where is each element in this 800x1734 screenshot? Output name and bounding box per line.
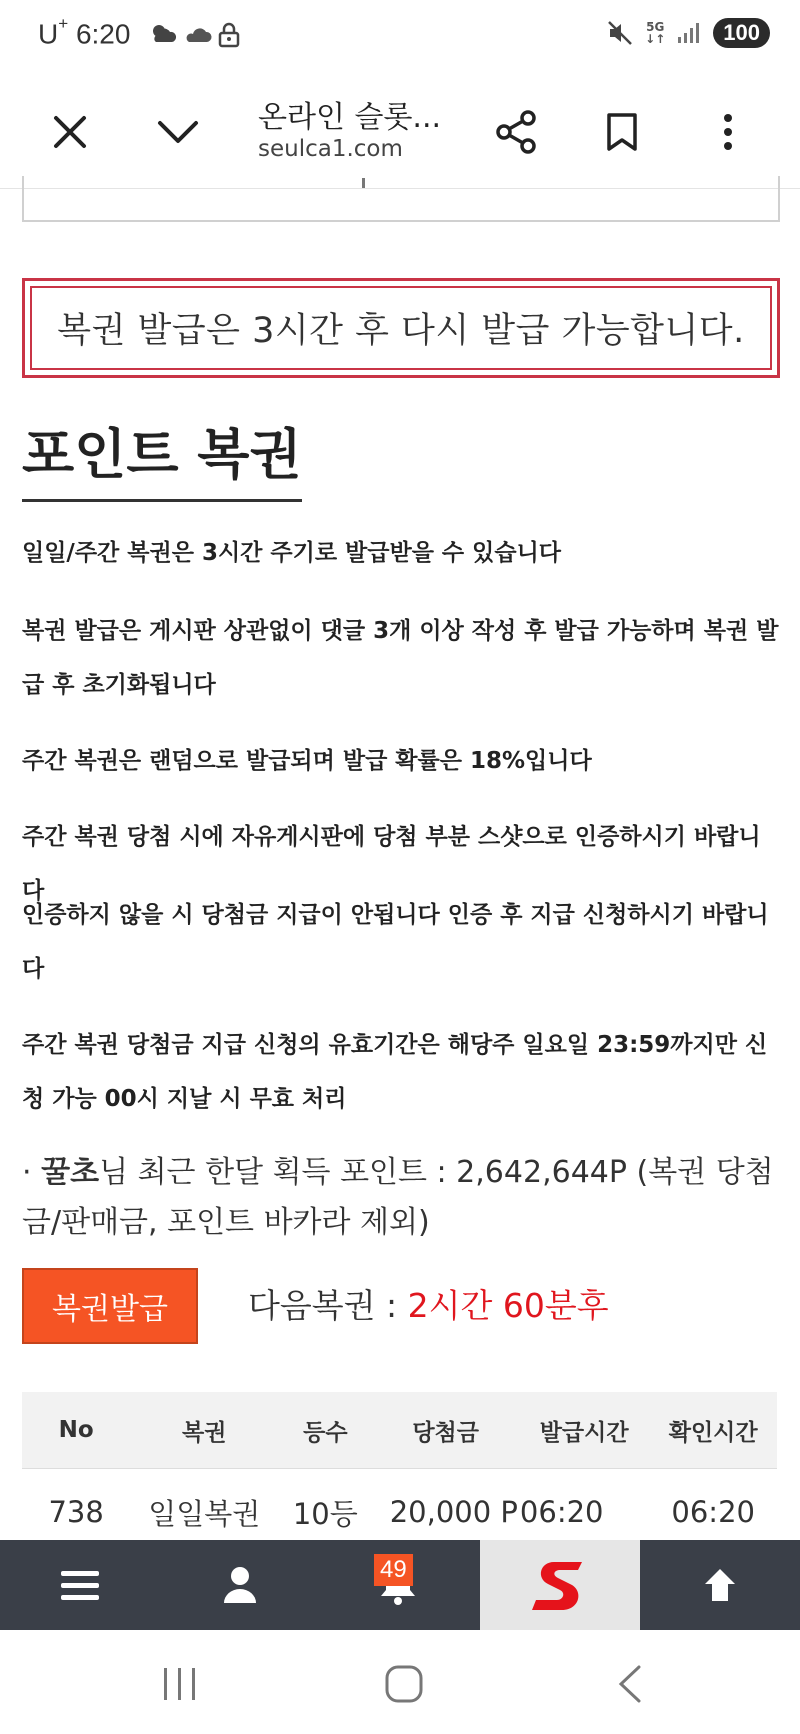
section-title: 포인트 복권	[22, 412, 302, 502]
site-logo	[530, 1554, 590, 1616]
clock: 6:20	[75, 18, 131, 50]
carrier-sup: +	[58, 14, 69, 33]
system-navigation	[0, 1630, 800, 1734]
divider-mark	[362, 178, 365, 188]
close-icon	[53, 115, 87, 149]
issue-lottery-button[interactable]: 복권발급	[22, 1268, 198, 1344]
profile-button[interactable]	[200, 1540, 280, 1630]
home-button[interactable]	[374, 1662, 434, 1706]
cell-checked: 06:20	[671, 1495, 755, 1529]
next-lottery	[248, 1280, 609, 1327]
chevron-down-icon	[157, 119, 199, 145]
notice-inner	[30, 286, 772, 370]
menu-icon	[61, 1569, 99, 1601]
weather-icon	[150, 22, 178, 46]
home-icon	[384, 1664, 424, 1704]
network-type: 5G	[646, 20, 665, 34]
bookmark-icon	[606, 112, 638, 152]
carrier: U	[38, 18, 59, 50]
status-icons-right	[607, 18, 770, 48]
lottery-history-table	[22, 1392, 777, 1555]
rule-item: 일일/주간 복권은 3시간 주기로 발급받을 수 있습니다	[22, 540, 562, 566]
back-icon	[615, 1664, 645, 1704]
carrier-time	[38, 14, 131, 50]
rule-item: 주간 복권 당첨금 지급 신청의 유효기간은 해당주 일요일 23:59까지만 신청 가능 00시 지날 시 무효 처리	[22, 1032, 768, 1112]
points-text: 님 최근 한달 획득 포인트 : 2,642,644P (복권 당첨금/판매금, 포인트 바카라 제외)	[22, 1155, 774, 1240]
user-icon	[223, 1566, 257, 1604]
points-summary	[22, 1148, 782, 1248]
rule-item: 인증하지 않을 시 당첨금 지급이 안됩니다 인증 후 지급 신청하시기 바랍니다	[22, 902, 769, 982]
back-button[interactable]	[600, 1662, 660, 1706]
col-header-checked: 확인시간	[649, 1392, 777, 1469]
close-tab-button[interactable]	[40, 102, 100, 162]
minimize-button[interactable]	[148, 102, 208, 162]
bullet: ·	[22, 1155, 32, 1190]
lock-icon	[218, 22, 240, 48]
more-options-button[interactable]	[698, 102, 758, 162]
arrow-up-icon	[701, 1566, 739, 1604]
col-header-issued: 발급시간	[519, 1392, 649, 1469]
notification-badge: 49	[374, 1554, 413, 1586]
col-header-prize: 당첨금	[372, 1392, 519, 1469]
cell-prize: 20,000 P	[389, 1495, 518, 1529]
mute-icon	[607, 20, 633, 46]
username: 꿀초	[41, 1155, 100, 1190]
network-indicator: 5G ↓↑	[645, 20, 666, 46]
next-lottery-time: 2시간 60분후	[407, 1286, 609, 1325]
rule-item: 복권 발급은 게시판 상관없이 댓글 3개 이상 작성 후 발급 가능하며 복권 발급 후 초기화됩니다	[22, 618, 779, 698]
cell-rank: 10등	[292, 1496, 358, 1531]
col-header-lottery: 복권	[130, 1392, 278, 1469]
page-url[interactable]: seulca1.com	[258, 136, 403, 162]
rule-item: 주간 복권은 랜덤으로 발급되며 발급 확률은 18%입니다	[22, 748, 592, 774]
next-lottery-label: 다음복권 :	[248, 1286, 408, 1325]
status-icons-left	[150, 22, 240, 48]
share-button[interactable]	[486, 102, 546, 162]
cloud-icon	[184, 22, 212, 46]
signal-icon	[677, 22, 701, 44]
col-header-rank: 등수	[278, 1392, 372, 1469]
notice-box	[22, 278, 780, 378]
recents-button[interactable]	[150, 1662, 210, 1706]
more-icon	[722, 113, 734, 151]
col-header-no: No	[22, 1392, 130, 1469]
battery-indicator: 100	[713, 18, 770, 48]
bookmark-button[interactable]	[592, 102, 652, 162]
share-icon	[495, 110, 537, 154]
status-bar	[0, 0, 800, 76]
recents-icon	[160, 1666, 200, 1702]
notice-text: 복권 발급은 3시간 후 다시 발급 가능합니다.	[57, 311, 745, 351]
table-header-row	[22, 1392, 777, 1469]
page-title[interactable]: 온라인 슬롯...	[258, 100, 442, 135]
cell-lottery: 일일복권	[148, 1496, 261, 1531]
menu-button[interactable]	[40, 1540, 120, 1630]
rule-item: 주간 복권 당첨 시에 자유게시판에 당첨 부분 스샷으로 인증하시기 바랍니다	[22, 824, 761, 904]
scroll-top-button[interactable]	[680, 1540, 760, 1630]
previous-section-box	[22, 176, 780, 222]
site-logo-button[interactable]	[480, 1540, 640, 1630]
browser-toolbar	[0, 76, 800, 189]
bottom-nav	[0, 1540, 800, 1630]
cell-no: 738	[48, 1495, 104, 1529]
cell-issued: 06:20	[519, 1495, 604, 1529]
